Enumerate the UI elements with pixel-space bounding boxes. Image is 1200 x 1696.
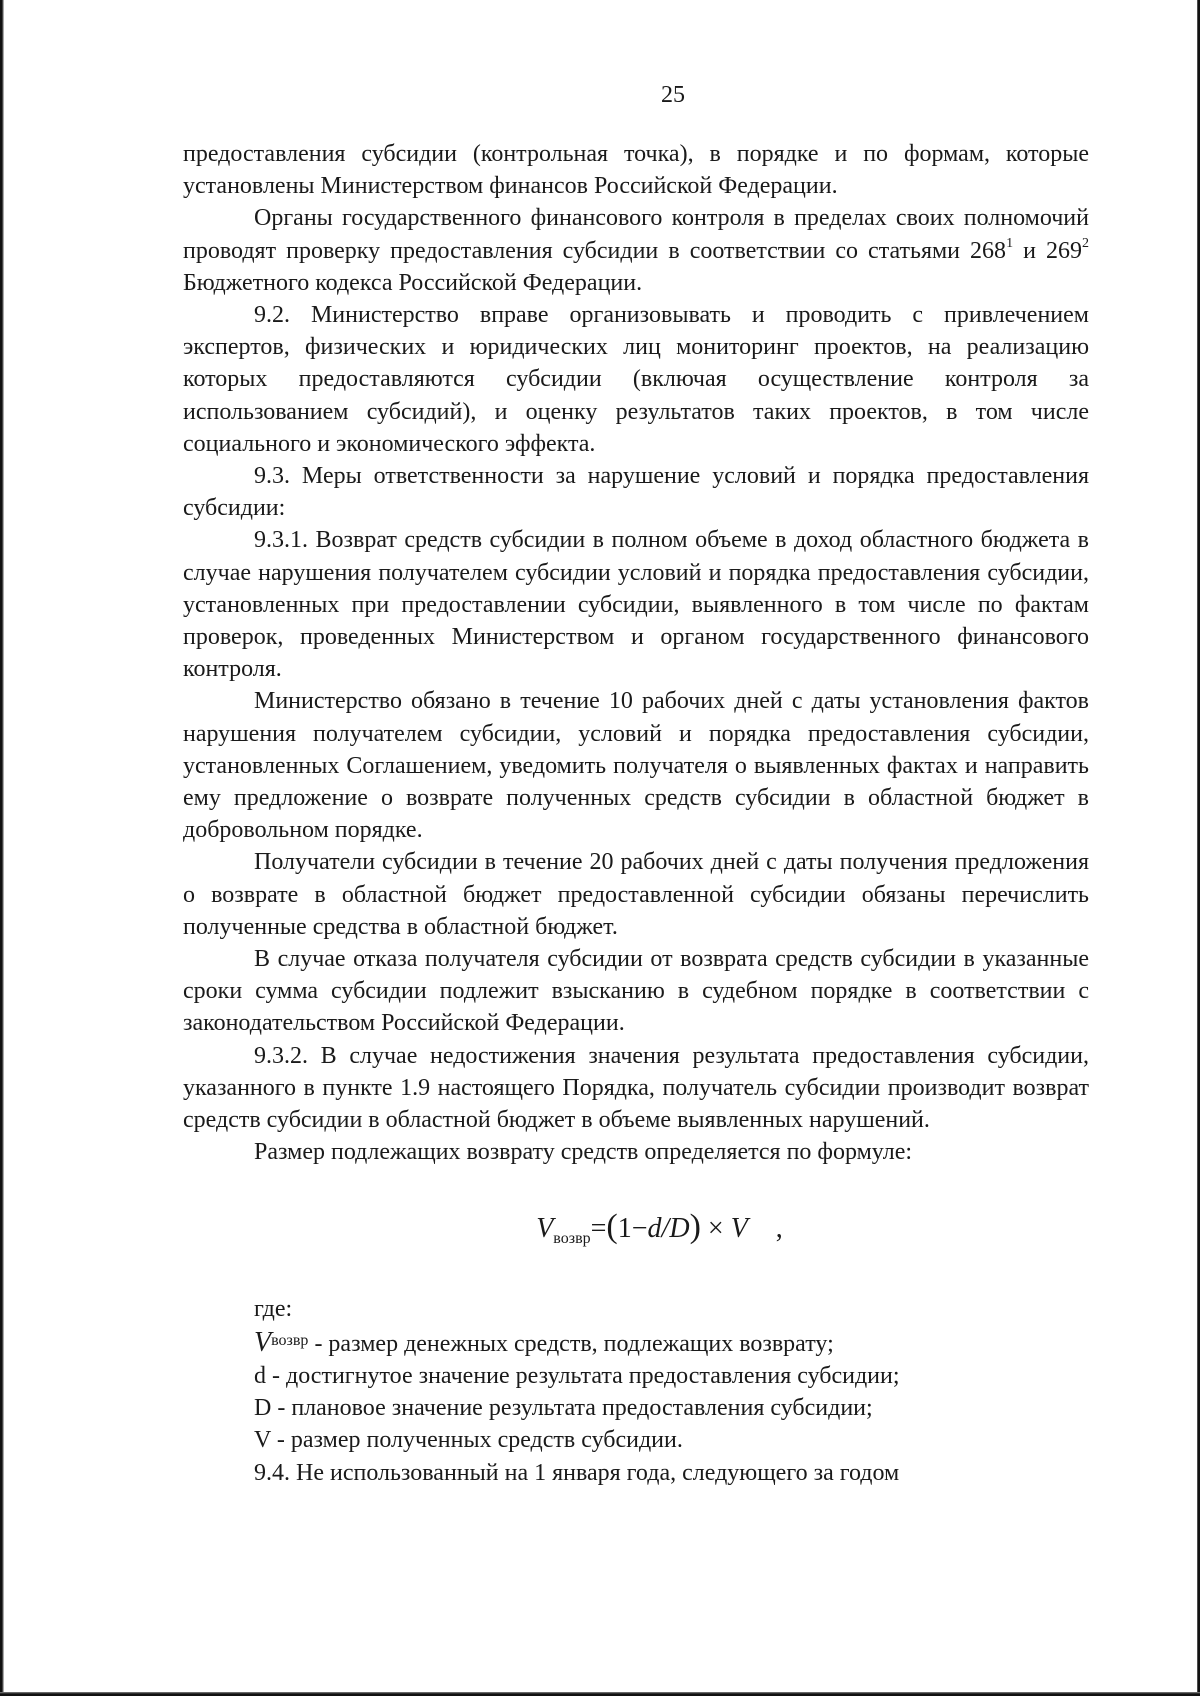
- definition-v-return: [183, 1325, 1089, 1360]
- definition-v-text: - размер денежных средств, подлежащих возврату;: [308, 1330, 834, 1357]
- paragraph-1: предоставления субсидии (контрольная точка), в порядке и по формам, которые установлены Министерством финансов Российской Федерации.: [183, 141, 1089, 200]
- paragraph-9-3-1: 9.3.1. Возврат средств субсидии в полном объеме в доход областного бюджета в случае нарушения получателем субсидии условий и порядка предоставления субсидии, установленных при предоставлении субсидии, выявленного в том числе по фактам проверок, проведенных Министерством и органом государственного финансового контроля.: [183, 527, 1089, 683]
- formula-slash: /: [661, 1212, 670, 1244]
- refund-formula: [183, 1207, 1089, 1259]
- definition-v-var: V: [254, 1326, 272, 1358]
- formula-equals: =: [590, 1212, 607, 1244]
- formula-D: D: [669, 1212, 690, 1244]
- where-label: где:: [254, 1295, 293, 1322]
- formula-lhs-var: V: [536, 1212, 554, 1244]
- paragraph-refusal: В случае отказа получателя субсидии от возврата средств субсидии в указанные сроки сумма субсидии подлежит взысканию в судебном порядке в соответствии с законодательством Российской Федерации.: [183, 946, 1089, 1037]
- paragraph-9-3: 9.3. Меры ответственности за нарушение условий и порядка предоставления субсидии:: [183, 463, 1089, 522]
- paragraph-9-4: 9.4. Не использованный на 1 января года, следующего за годом: [254, 1459, 900, 1486]
- paragraph-2-end: Бюджетного кодекса Российской Федерации.: [183, 269, 643, 296]
- definition-D-planned: D - плановое значение результата предоставления субсидии;: [254, 1395, 873, 1422]
- formula-comma: ,: [775, 1212, 783, 1244]
- scan-left-edge: [0, 0, 4, 1696]
- superscript-2: 2: [1082, 235, 1089, 251]
- formula-times: ×: [707, 1212, 724, 1244]
- scan-bottom-edge: [0, 1692, 1200, 1696]
- formula-minus: −: [631, 1212, 648, 1244]
- paragraph-formula-intro: Размер подлежащих возврату средств определяется по формуле:: [254, 1139, 913, 1166]
- definition-v-sub: возвр: [271, 1331, 309, 1349]
- paragraph-ministry-obligation: Министерство обязано в течение 10 рабочих дней с даты установления фактов нарушения получателем субсидии, условий и порядка предоставления субсидии, установленных Соглашением, уведомить получателя о выявленных фактах и направить ему предложение о возврате полученных средств субсидии в областной бюджет в добровольном порядке.: [183, 688, 1089, 844]
- formula-lhs-sub: возвр: [553, 1229, 591, 1247]
- formula-open-paren: (: [606, 1207, 618, 1245]
- formula-close-paren: ): [689, 1207, 701, 1245]
- paragraph-2: [183, 202, 1089, 299]
- formula-one: 1: [617, 1212, 632, 1244]
- paragraph-9-3-2: 9.3.2. В случае недостижения значения результата предоставления субсидии, указанного в пункте 1.9 настоящего Порядка, получатель субсидии производит возврат средств субсидии в областной бюджет в объеме выявленных нарушений.: [183, 1042, 1089, 1134]
- definition-d-achieved: d - достигнутое значение результата предоставления субсидии;: [254, 1362, 900, 1389]
- definition-V-received: V - размер полученных средств субсидии.: [254, 1427, 683, 1454]
- paragraph-2-text: Органы государственного финансового контроля в пределах своих полномочий проводят проверку предоставления субсидии в соответствии со статьями 268: [183, 205, 1089, 264]
- paragraph-2-mid: и 269: [1013, 237, 1082, 264]
- formula-d: d: [647, 1212, 662, 1244]
- superscript-1: 1: [1006, 235, 1014, 251]
- document-body: [183, 138, 1089, 1489]
- page-number: 25: [661, 82, 685, 108]
- paragraph-9-2: 9.2. Министерство вправе организовывать и проводить с привлечением экспертов, физических и юридических лиц мониторинг проектов, на реализацию которых предоставляются субсидии (включая осуществление контроля за использованием субсидий), и оценку результатов таких проектов, в том числе социального и экономического эффекта.: [183, 302, 1089, 457]
- paragraph-recipients: Получатели субсидии в течение 20 рабочих дней с даты получения предложения о возврате в областной бюджет предоставленной субсидии обязаны перечислить полученные средства в областной бюджет.: [183, 849, 1089, 940]
- formula-rhs-var: V: [730, 1212, 748, 1244]
